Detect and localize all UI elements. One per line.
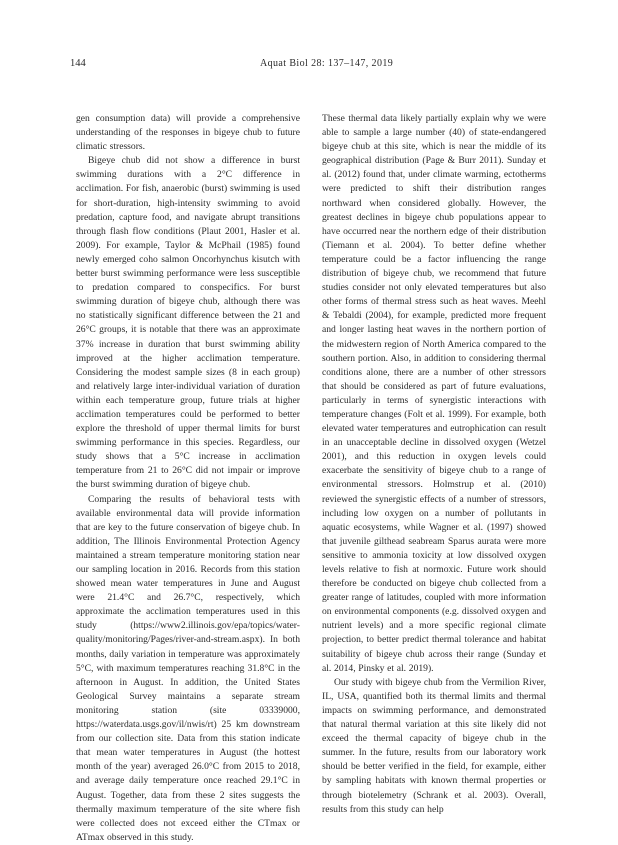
left-column — [76, 112, 300, 845]
paragraph: These thermal data likely partially explain why we were able to sample a large number (40) of state-endangered bigeye chub at this site, which is near the middle of its geographical distribution (Page & Burr 2011). Sunday et al. (2012) found that, under climate warming, ectotherms were predicted to shift their distribution ranges northward when considered globally. However, the greatest declines in bigeye chub populations appear to have occurred near the northern edge of their distribution (Tiemann et al. 2004). To better define whether temperature could be a factor influencing the range distribution of bigeye chub, we recommend that future studies consider not only elevated temperatures but also other forms of thermal stress such as heat waves. Meehl & Tebaldi (2004), for example, predicted more frequent and longer lasting heat waves in the northern portion of the midwestern region of North America compared to the southern portion. Also, in addition to considering thermal conditions alone, there are a number of other stressors that should be considered as part of future evaluations, particularly in terms of synergistic interactions with temperature changes (Folt et al. 1999). For example, both elevated water temperatures and eutrophication can result in an unacceptable decline in dissolved oxygen (Wetzel 2001), and this reduction in oxygen levels could exacerbate the sensitivity of bigeye chub to a range of environmental stressors. Holmstrup et al. (2010) reviewed the synergistic effects of a number of stressors, including low oxygen on a number of pollutants in aquatic ecosystems, while Wagner et al. (1997) showed that juvenile gilthead seabream Sparus aurata were more sensitive to ammonia toxicity at low dissolved oxygen levels relative to fish at normoxic. Future work should therefore be conducted on bigeye chub collected from a greater range of latitudes, coupled with more information on environmental components (e.g. dissolved oxygen and nutrient levels) and a more specific regional climate projection, to better predict thermal tolerance and habitat suitability of bigeye chub across their range (Sunday et al. 2014, Pinsky et al. 2019). — [322, 113, 546, 674]
paragraph: Bigeye chub did not show a difference in burst swimming durations with a 2°C difference in acclimation. For fish, anaerobic (burst) swimming is used for short-duration, high-intensity swimming to avoid predation, capture food, and navigate abrupt transitions through flash flow conditions (Plaut 2001, Hasler et al. 2009). For example, Taylor & McPhail (1985) found newly emerged coho salmon Oncorhynchus kisutch with better burst swimming performance were less susceptible to predation compared to conspecifics. For burst swimming duration of bigeye chub, although there was no statistically significant difference between the 21 and 26°C groups, it is notable that there was an approximate 37% increase in duration that burst swimming ability improved at the higher acclimation temperature. Considering the modest sample sizes (8 in each group) and relatively large inter-individual variation of duration within each temperature group, future trials at higher acclimation temperatures could be performed to better explore the threshold of upper thermal limits for burst swimming performance in this species. Regardless, our study shows that a 5°C increase in acclimation temperature from 21 to 26°C did not impair or improve the burst swimming duration of bigeye chub. — [76, 155, 300, 491]
right-column — [322, 112, 546, 817]
paragraph: Comparing the results of behavioral tests with available environmental data will provide information that are key to the future conservation of bigeye chub. In addition, The Illinois Environmental Protection Agency maintained a stream temperature monitoring station near our sampling location in 2016. Records from this station showed mean water temperatures in June and August were 21.4°C and 26.7°C, respectively, which approximate the acclimation temperatures used in this study (https://www2.illinois.gov/epa/topics/water-quality/monitoring/Pages/river-and-stream.aspx). In both months, daily variation in temperature was approximately 5°C, with maximum temperatures reaching 31.8°C in the afternoon in August. In addition, the United States Geological Survey maintains a separate stream monitoring station (site 03339000, https://waterdata.usgs.gov/il/nwis/rt) 25 km downstream from our collection site. Data from this station indicate that mean water temperatures in August (the hottest month of the year) averaged 26.0°C from 2015 to 2018, and average daily temperature once reached 29.1°C in August. Together, data from these 2 sites suggests the thermally maximum temperature of the site where fish were collected does not exceed either the CTmax or ATmax observed in this study. — [76, 493, 300, 843]
journal-citation: Aquat Biol 28: 137–147, 2019 — [260, 58, 394, 69]
page-header — [0, 58, 618, 74]
paragraph: gen consumption data) will provide a comprehensive understanding of the responses in bigeye chub to future climatic stressors. — [76, 113, 300, 153]
paragraph: Our study with bigeye chub from the Vermilion River, IL, USA, quantified both its thermal limits and thermal impacts on swimming performance, and demonstrated that natural thermal variation at this site likely did not exceed the thermal capacity of bigeye chub in the summer. In the future, results from our laboratory work should be better verified in the field, for example, either by sampling habitats with known thermal properties or through biotelemetry (Schrank et al. 2003). Overall, results from this study can help — [322, 676, 546, 815]
page-number: 144 — [70, 58, 86, 69]
